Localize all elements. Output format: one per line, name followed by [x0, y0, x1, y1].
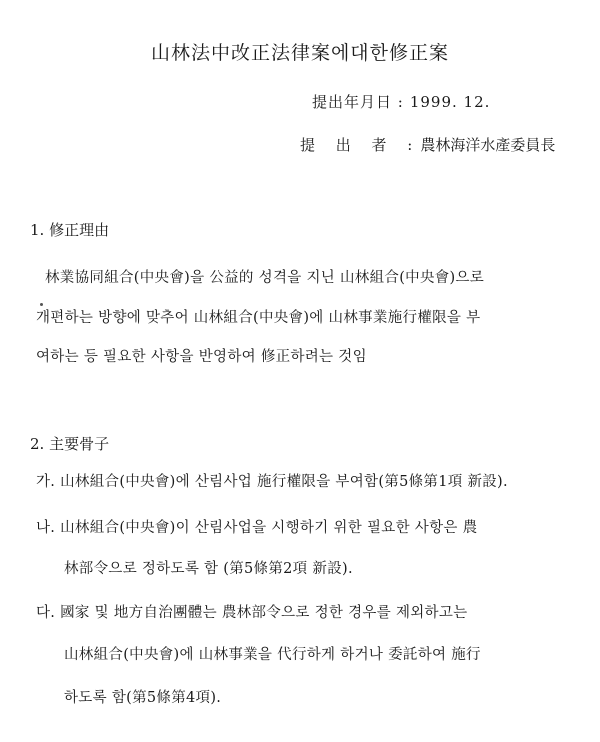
summary-item-na: 나. 山林組合(中央會)이 산림사업을 시행하기 위한 필요한 사항은 農 — [36, 520, 478, 536]
date-label: 提出年月日 : — [312, 93, 404, 111]
reason-line-2: 개편하는 방향에 맞추어 山林組合(中央會)에 山林事業施行權限을 부 — [36, 310, 481, 326]
summary-item-da-cont-2: 하도록 함(第5條第4項). — [64, 690, 222, 706]
summary-item-ga: 가. 山林組合(中央會)에 산림사업 施行權限을 부여함(第5條第1項 新設). — [36, 474, 508, 490]
document-title: 山林法中改正法律案에대한修正案 — [150, 42, 450, 64]
date-value: 1999. 12. — [409, 93, 491, 111]
section-heading-summary: 2. 主要骨子 — [30, 435, 110, 453]
submission-date — [312, 91, 490, 112]
reason-line-1: 林業協同組合(中央會)을 公益的 성격을 지닌 山林組合(中央會)으로 — [45, 270, 485, 286]
section-heading-reason: 1. 修正理由 — [30, 221, 110, 239]
submitter-label: 提 出 者 : — [300, 136, 421, 154]
submitter — [300, 134, 555, 155]
summary-item-da-cont-1: 山林組合(中央會)에 山林事業을 代行하게 하거나 委託하여 施行 — [64, 647, 481, 663]
summary-item-na-cont: 林部令으로 정하도록 함 (第5條第2項 新設). — [64, 561, 353, 577]
summary-item-da: 다. 國家 및 地方自治團體는 農林部令으로 정한 경우를 제외하고는 — [36, 605, 468, 621]
scan-speck — [40, 303, 43, 306]
submitter-value: 農林海洋水產委員長 — [420, 136, 556, 154]
reason-line-3: 여하는 등 필요한 사항을 반영하여 修正하려는 것임 — [36, 349, 367, 365]
